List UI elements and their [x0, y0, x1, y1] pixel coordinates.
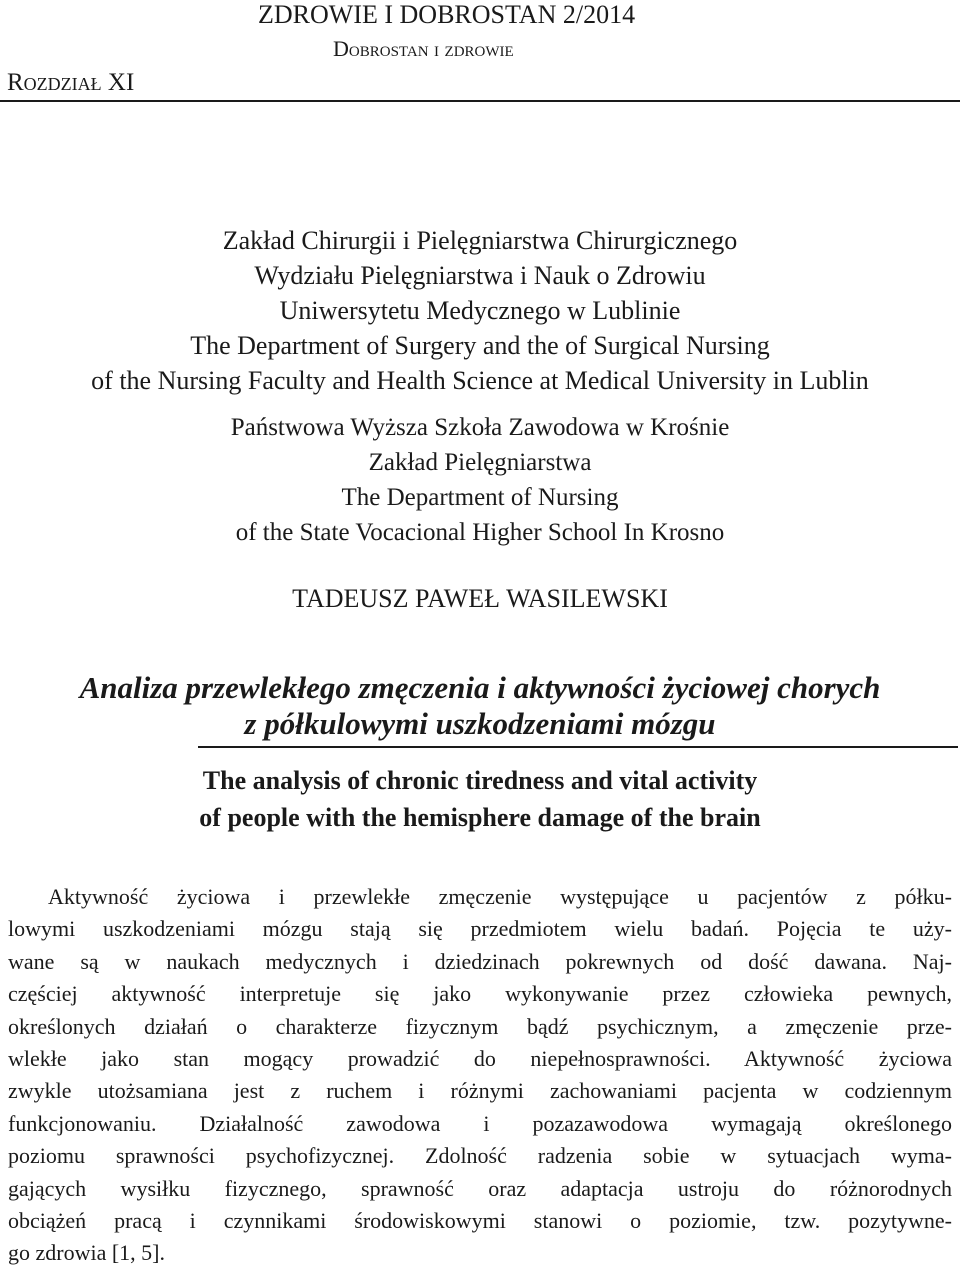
- paragraph-line: wlekłe jako stan mogący prowadzić do niepełnosprawności. Aktywność życiowa: [8, 1046, 952, 1072]
- paragraph-line: obciążeń pracą i czynnikami środowiskowymi stanowi o poziomie, tzw. pozytywne-: [8, 1208, 952, 1234]
- affiliation-lublin: [0, 223, 960, 398]
- affiliation-line: of the State Vocacional Higher School In Krosno: [235, 519, 725, 546]
- affiliation-line: Zakład Chirurgii i Pielęgniarstwa Chirurgicznego: [222, 226, 738, 255]
- title-divider: [198, 746, 958, 748]
- paragraph-line: zwykle utożsamiana jest z ruchem i różnymi zachowaniami pacjenta w codziennym: [8, 1078, 952, 1104]
- header-divider: [0, 100, 960, 102]
- paragraph-line: funkcjonowaniu. Działalność zawodowa i pozazawodowa wymagają określonego: [8, 1110, 952, 1136]
- abstract-paragraph: [8, 881, 952, 1270]
- affiliation-line: Wydziału Pielęgniarstwa i Nauk o Zdrowiu: [254, 261, 706, 290]
- affiliation-line: Państwowa Wyższa Szkoła Zawodowa w Krośnie: [230, 414, 730, 441]
- running-section-title: Dobrostan i zdrowie: [333, 36, 514, 61]
- title-line: Analiza przewlekłego zmęczenia i aktywności życiowej chorych: [79, 670, 881, 705]
- title-line: The analysis of chronic tiredness and vital activity: [202, 766, 758, 795]
- affiliation-line: Uniwersytetu Medycznego w Lublinie: [279, 296, 681, 325]
- paragraph-line: Aktywność życiowa i przewlekłe zmęczenie występujące u pacjentów z półku-: [48, 884, 952, 909]
- title-line: z półkulowymi uszkodzeniami mózgu: [244, 706, 716, 741]
- affiliation-line: Zakład Pielęgniarstwa: [368, 449, 592, 476]
- affiliation-line: The Department of Surgery and the of Surgical Nursing: [190, 331, 770, 360]
- paragraph-line: go zdrowia [1, 5].: [8, 1240, 166, 1266]
- paragraph-line: lowymi uszkodzeniami mózgu stają się przedmiotem wielu badań. Pojęcia te uży-: [8, 916, 952, 942]
- chapter-label: Rozdział XI: [7, 69, 135, 96]
- title-line: of people with the hemisphere damage of the brain: [199, 803, 761, 832]
- affiliation-line: of the Nursing Faculty and Health Science at Medical University in Lublin: [91, 366, 869, 395]
- affiliation-line: The Department of Nursing: [341, 484, 619, 511]
- author-name: TADEUSZ PAWEŁ WASILEWSKI: [292, 584, 668, 613]
- paragraph-line: częściej aktywność interpretuje się jako wykonywanie przez człowieka pewnych,: [8, 981, 952, 1007]
- affiliation-krosno: [0, 410, 960, 550]
- paragraph-line: poziomu sprawności psychofizycznej. Zdolność radzenia sobie w sytuacjach wyma-: [8, 1143, 952, 1169]
- article-title-polish: [0, 670, 960, 742]
- paragraph-line: wane są w naukach medycznych i dziedzinach pokrewnych od dość dawana. Naj-: [8, 948, 952, 974]
- paragraph-line: gających wysiłku fizycznego, sprawność oraz adaptacja ustroju do różnorodnych: [8, 1175, 952, 1201]
- journal-title: ZDROWIE I DOBROSTAN 2/2014: [258, 0, 636, 29]
- paragraph-line: określonych działań o charakterze fizycznym bądź psychicznym, a zmęczenie prze-: [8, 1013, 952, 1039]
- article-title-english: [0, 762, 960, 836]
